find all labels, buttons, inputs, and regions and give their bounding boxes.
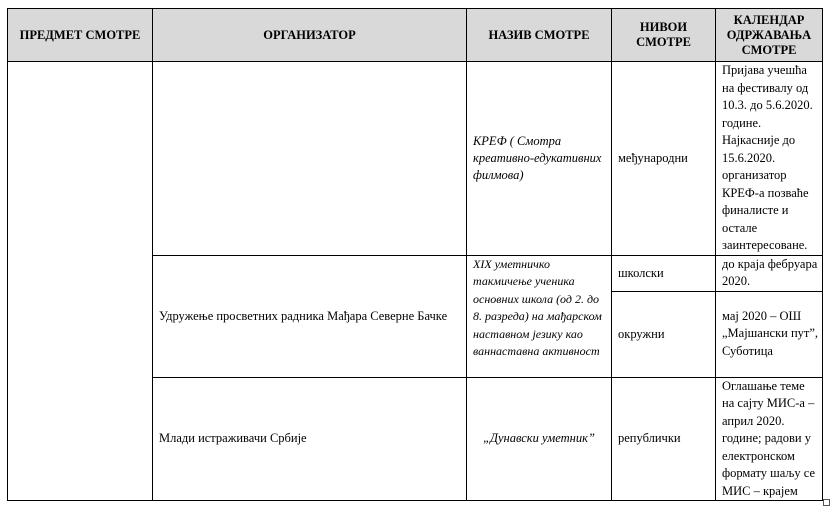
- header-calendar: КАЛЕНДАР ОДРЖАВАЊА СМОТРЕ: [716, 9, 823, 62]
- organizer-cell: [153, 62, 467, 256]
- competition-name-cell: „Дунавски уметник”: [467, 377, 612, 501]
- organizer-cell: Удружење просветних радника Мађара Северне Бачке: [153, 255, 467, 377]
- level-cell: републички: [612, 377, 716, 501]
- level-cell: школски: [612, 255, 716, 291]
- competition-name-cell: КРЕФ ( Смотра креативно-едукативних филмова): [467, 62, 612, 256]
- calendar-cell: Оглашање теме на сајту МИС-а – април 2020. године; радови у електронском формату шаљу се МИС – крајем: [716, 377, 823, 501]
- header-levels: НИВОИ СМОТРЕ: [612, 9, 716, 62]
- table-resize-handle[interactable]: [823, 499, 830, 506]
- level-cell: окружни: [612, 291, 716, 377]
- competition-name-cell: XIX уметничко такмичење ученика основних школа (од 2. до 8. разреда) на мађарском наставном језику као ваннаставна активност: [467, 255, 612, 377]
- table-row: [8, 62, 823, 256]
- subject-cell: [8, 62, 153, 501]
- organizer-cell: Млади истраживачи Србије: [153, 377, 467, 501]
- header-name: НАЗИВ СМОТРЕ: [467, 9, 612, 62]
- calendar-cell: Пријава учешћа на фестивалу од 10.3. до 5.6.2020. године. Најкасније до 15.6.2020. организатор КРЕФ-а позваће финалисте и остале заинтересоване.: [716, 62, 823, 256]
- header-subject: ПРЕДМЕТ СМОТРЕ: [8, 9, 153, 62]
- header-organizer: ОРГАНИЗАТОР: [153, 9, 467, 62]
- competitions-table: [7, 8, 823, 501]
- calendar-cell: до краја фебруара 2020.: [716, 255, 823, 291]
- level-cell: међународни: [612, 62, 716, 256]
- calendar-cell: мај 2020 – ОШ „Мајшански пут”, Суботица: [716, 291, 823, 377]
- header-row: [8, 9, 823, 62]
